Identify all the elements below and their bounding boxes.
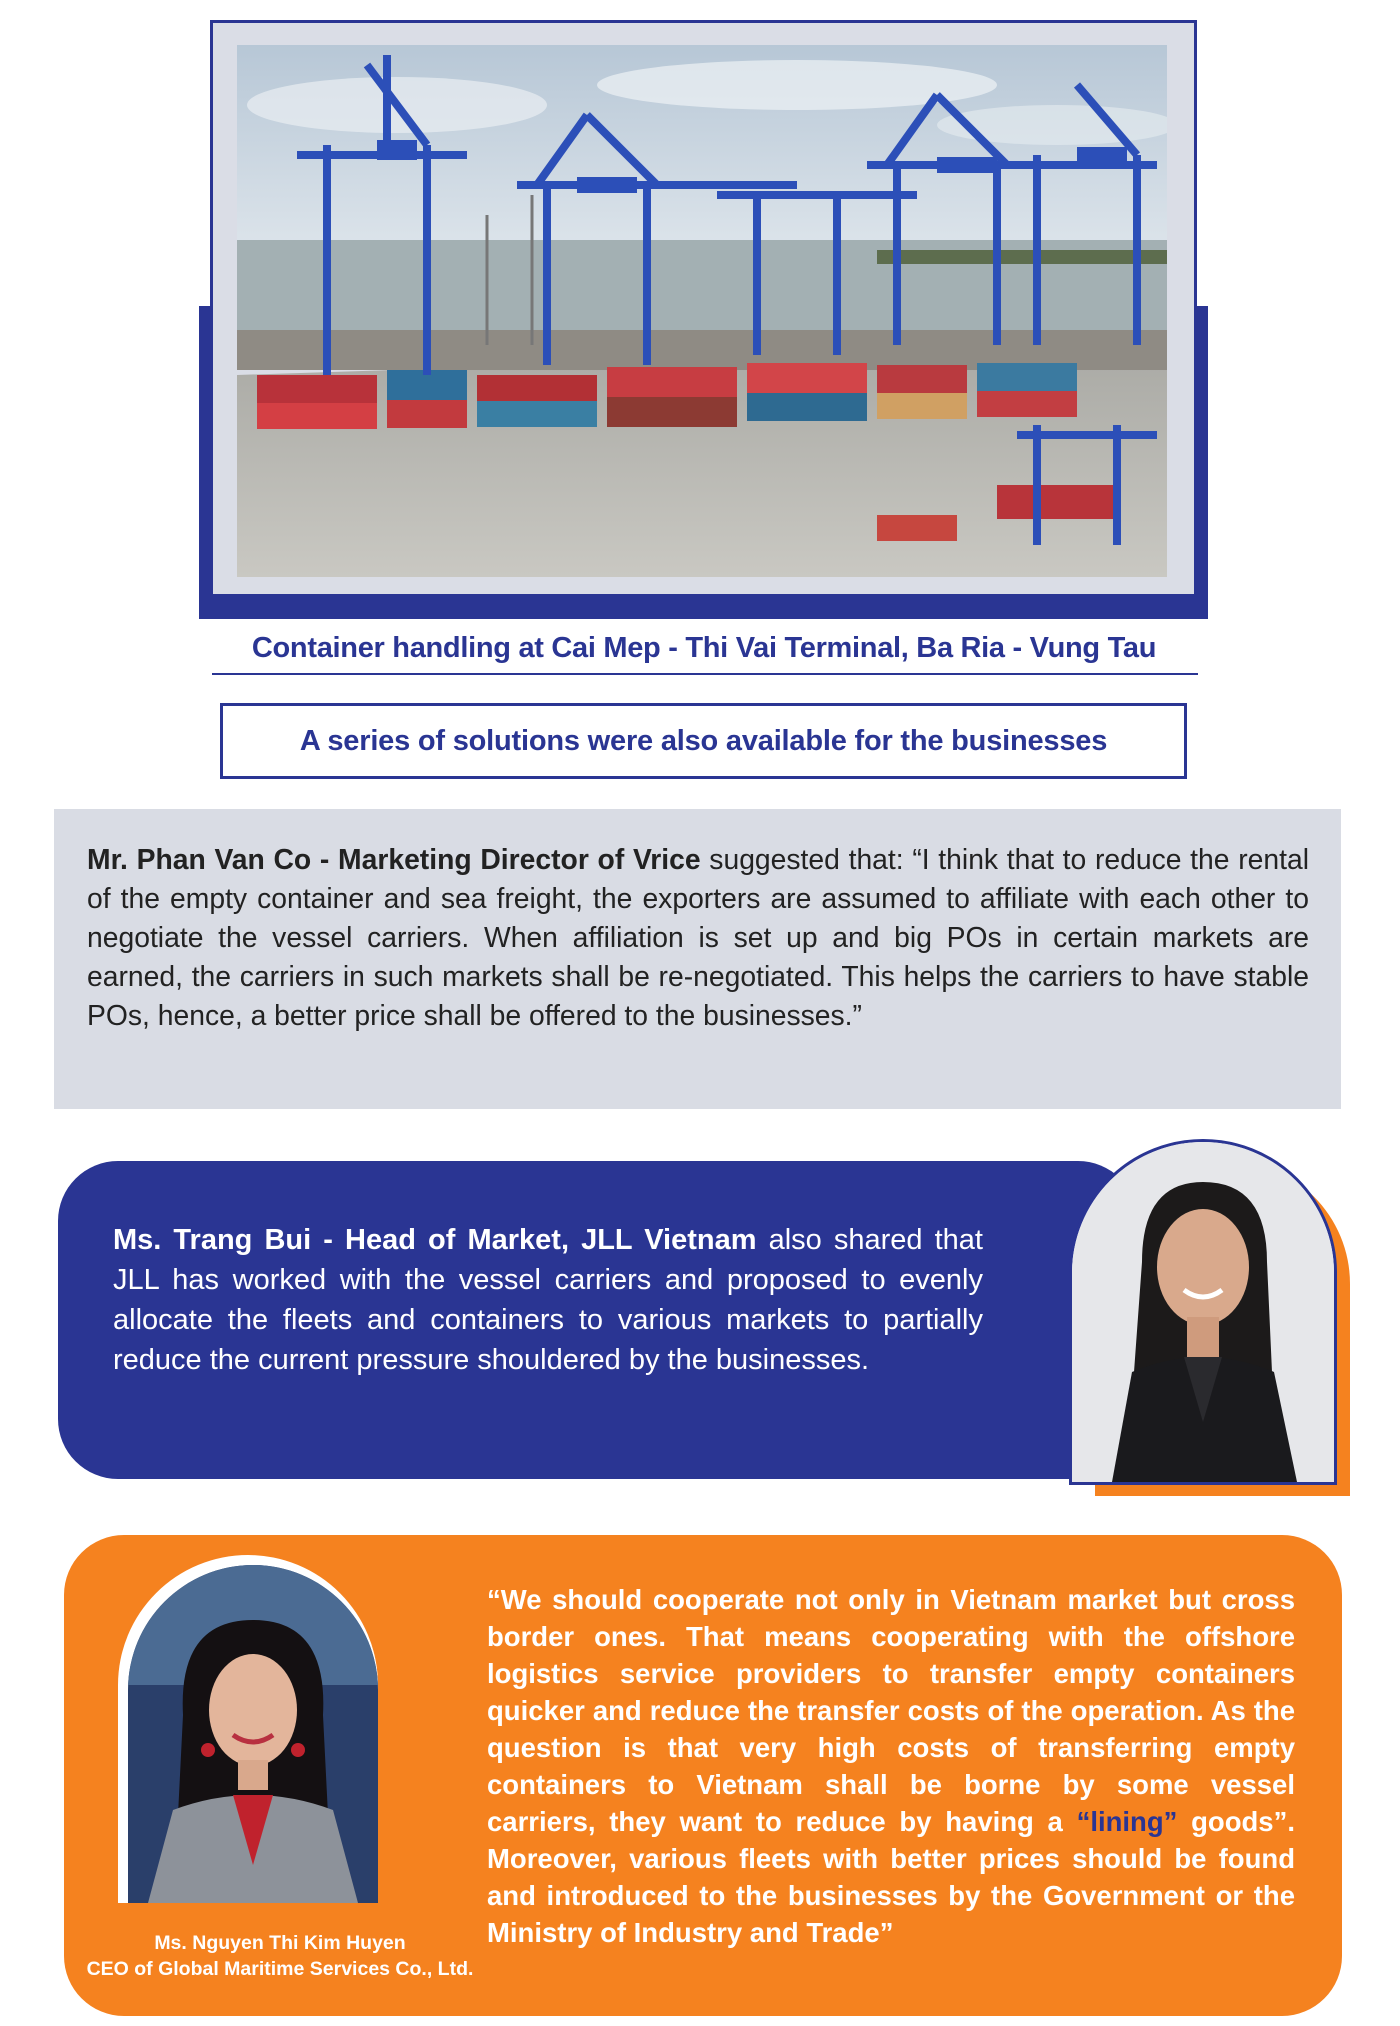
nguyen-thi-kim-huyen-portrait [128,1565,378,1903]
gms-quote-text-before: “We should cooperate not only in Vietnam market but cross border ones. That means cooperating with the offshore logistics service providers to transfer empty containers quicker and reduce the transfer costs of the operation. As the question is that very high costs of transferring empty containers to Vietnam shall be borne by some vessel carriers, they want to reduce by having a [487,1584,1295,1837]
photo-caption: Container handling at Cai Mep - Thi Vai Terminal, Ba Ria - Vung Tau [251,632,1157,664]
section-heading-box [220,703,1187,779]
gms-speaker-name: Ms. Nguyen Thi Kim Huyen [154,1932,406,1954]
vrice-quote [87,840,1309,1035]
caption-underline [212,673,1198,675]
section-heading: A series of solutions were also available for the businesses [299,724,1108,757]
jll-quote [113,1220,983,1380]
jll-quote-text: also shared that JLL has worked with the vessel carriers and proposed to evenly allocate the fleets and containers to various markets to partially reduce the current pressure shouldered by the businesses. [113,1224,983,1376]
gms-quote [487,1581,1295,1951]
gms-quote-text-after: goods”. Moreover, various fleets with better prices should be found and introduced to the businesses by the Government or the Ministry of Industry and Trade” [487,1806,1295,1948]
port-terminal-photo [237,45,1167,577]
vrice-speaker: Mr. Phan Van Co - Marketing Director of Vrice [87,843,701,875]
trang-bui-portrait [1069,1139,1337,1485]
gms-quote-highlight: “lining” [1076,1806,1178,1837]
gms-speaker-title: CEO of Global Maritime Services Co., Ltd. [86,1958,474,1980]
vrice-quote-text: suggested that: “I think that to reduce the rental of the empty container and sea freight, the exporters are assumed to affiliate with each other to negotiate the vessel carriers. When affiliation is set up and big POs in certain markets are earned, the carriers in such markets shall be re-negotiated. This helps the carriers to have stable POs, hence, a better price shall be offered to the businesses.” [87,843,1309,1031]
gms-speaker-credit [60,1930,500,1982]
jll-speaker: Ms. Trang Bui - Head of Market, JLL Vietnam [113,1224,757,1256]
